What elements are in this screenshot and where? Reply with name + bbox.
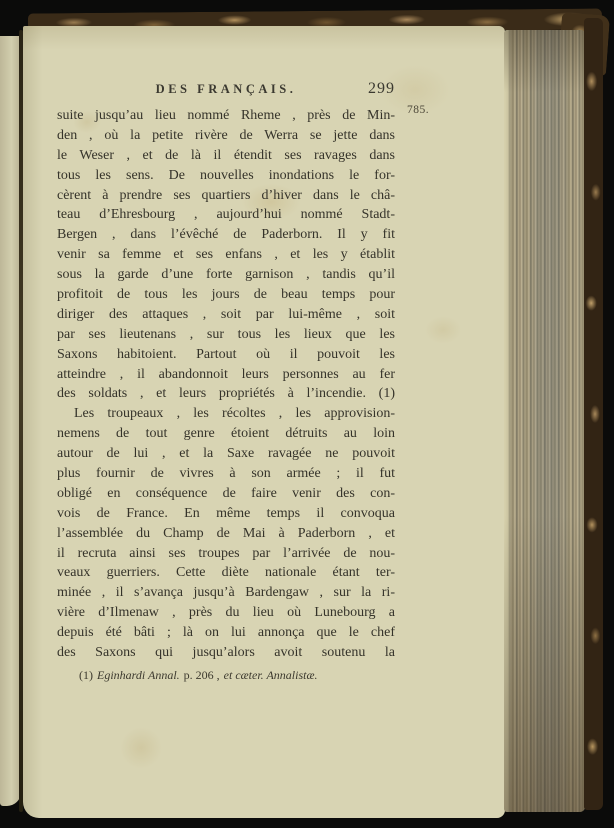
text-line: le Weser , et de là il étendit ses ravages dans <box>57 147 395 163</box>
footnote-marker: (1) <box>79 668 93 682</box>
text-line: minée , il s’avança jusqu’à Bardengaw , sur la ri- <box>57 585 395 601</box>
text-line: profitoit de tous les jours de beau temps pour <box>57 287 395 303</box>
book-cover-right-edge <box>584 18 603 810</box>
text-line: des soldats , et leurs propriétés à l’incendie. (1) <box>57 386 395 402</box>
text-line: plus fournir de vivres à son armée ; il fut <box>57 466 395 482</box>
paragraph-2 <box>57 404 395 663</box>
text-line: l’assemblée du Champ de Mai à Paderborn , et <box>57 525 395 541</box>
text-line: Saxons habitoient. Partout où il pouvoit les <box>57 346 395 362</box>
text-line: depuis été bâti ; là on lui annonça que le chef <box>57 625 395 641</box>
text-line: venir sa femme et ses enfans , et les y établit <box>57 247 395 263</box>
margin-note: 785. <box>407 104 430 116</box>
text-line: des Saxons qui jusqu’alors avoit soutenu la <box>57 645 395 661</box>
paragraph-1 <box>57 106 395 404</box>
text-line: veaux guerriers. Cette diète nationale étant ter- <box>57 565 395 581</box>
page-header <box>57 82 395 102</box>
text-line: nemens de tout genre étoient détruits au loin <box>57 426 395 442</box>
left-page-edge <box>0 36 21 806</box>
text-line: Les troupeaux , les récoltes , les approvision- <box>74 406 395 422</box>
text-line: teau d’Ehresbourg , aujourd’hui nommé Stadt- <box>57 207 395 223</box>
text-line: tous les sens. De nouvelles inondations le for- <box>57 167 395 183</box>
text-line: cèrent à prendre ses quartiers d’hiver dans le châ- <box>57 187 395 203</box>
text-line: il recruta ainsi ses troupes par l’arrivée de nou- <box>57 545 395 561</box>
text-line: atteindre , il abandonnoit leurs personnes au fer <box>57 366 395 382</box>
text-line: par ses lieutenans , sur tous les lieux que les <box>57 326 395 342</box>
page-stack-edge <box>504 30 585 812</box>
text-line: vois de France. En même temps il convoqua <box>57 505 395 521</box>
running-title: DES FRANÇAIS. <box>155 82 297 96</box>
text-line: autour de lui , et la Saxe ravagée ne pouvoit <box>57 446 395 462</box>
footnote-page-ref: p. 206 , <box>183 668 220 682</box>
footnote-citation-1: Eginhardi Annal. <box>97 668 180 682</box>
text-line: den , où la petite rivère de Werra se jette dans <box>57 127 395 143</box>
text-line: obligé en conséquence de faire venir des con- <box>57 485 395 501</box>
text-line: diriger des attaques , soit par lui-même , soit <box>57 306 395 322</box>
footnote-citation-2: et cæter. Annalistæ. <box>223 668 318 682</box>
body-text <box>57 106 395 663</box>
page-number: 299 <box>368 80 395 97</box>
text-line: Bergen , dans l’évêché de Paderborn. Il y fit <box>57 227 395 243</box>
text-line: suite jusqu’au lieu nommé Rheme , près de Min- <box>57 108 395 123</box>
text-line: sous la garde d’une forte garnison , tandis qu’il <box>57 267 395 283</box>
text-line: vière d’Ilmenaw , près du lieu où Lunebourg a <box>57 605 395 621</box>
book-page <box>23 26 505 818</box>
footnote <box>57 668 417 683</box>
